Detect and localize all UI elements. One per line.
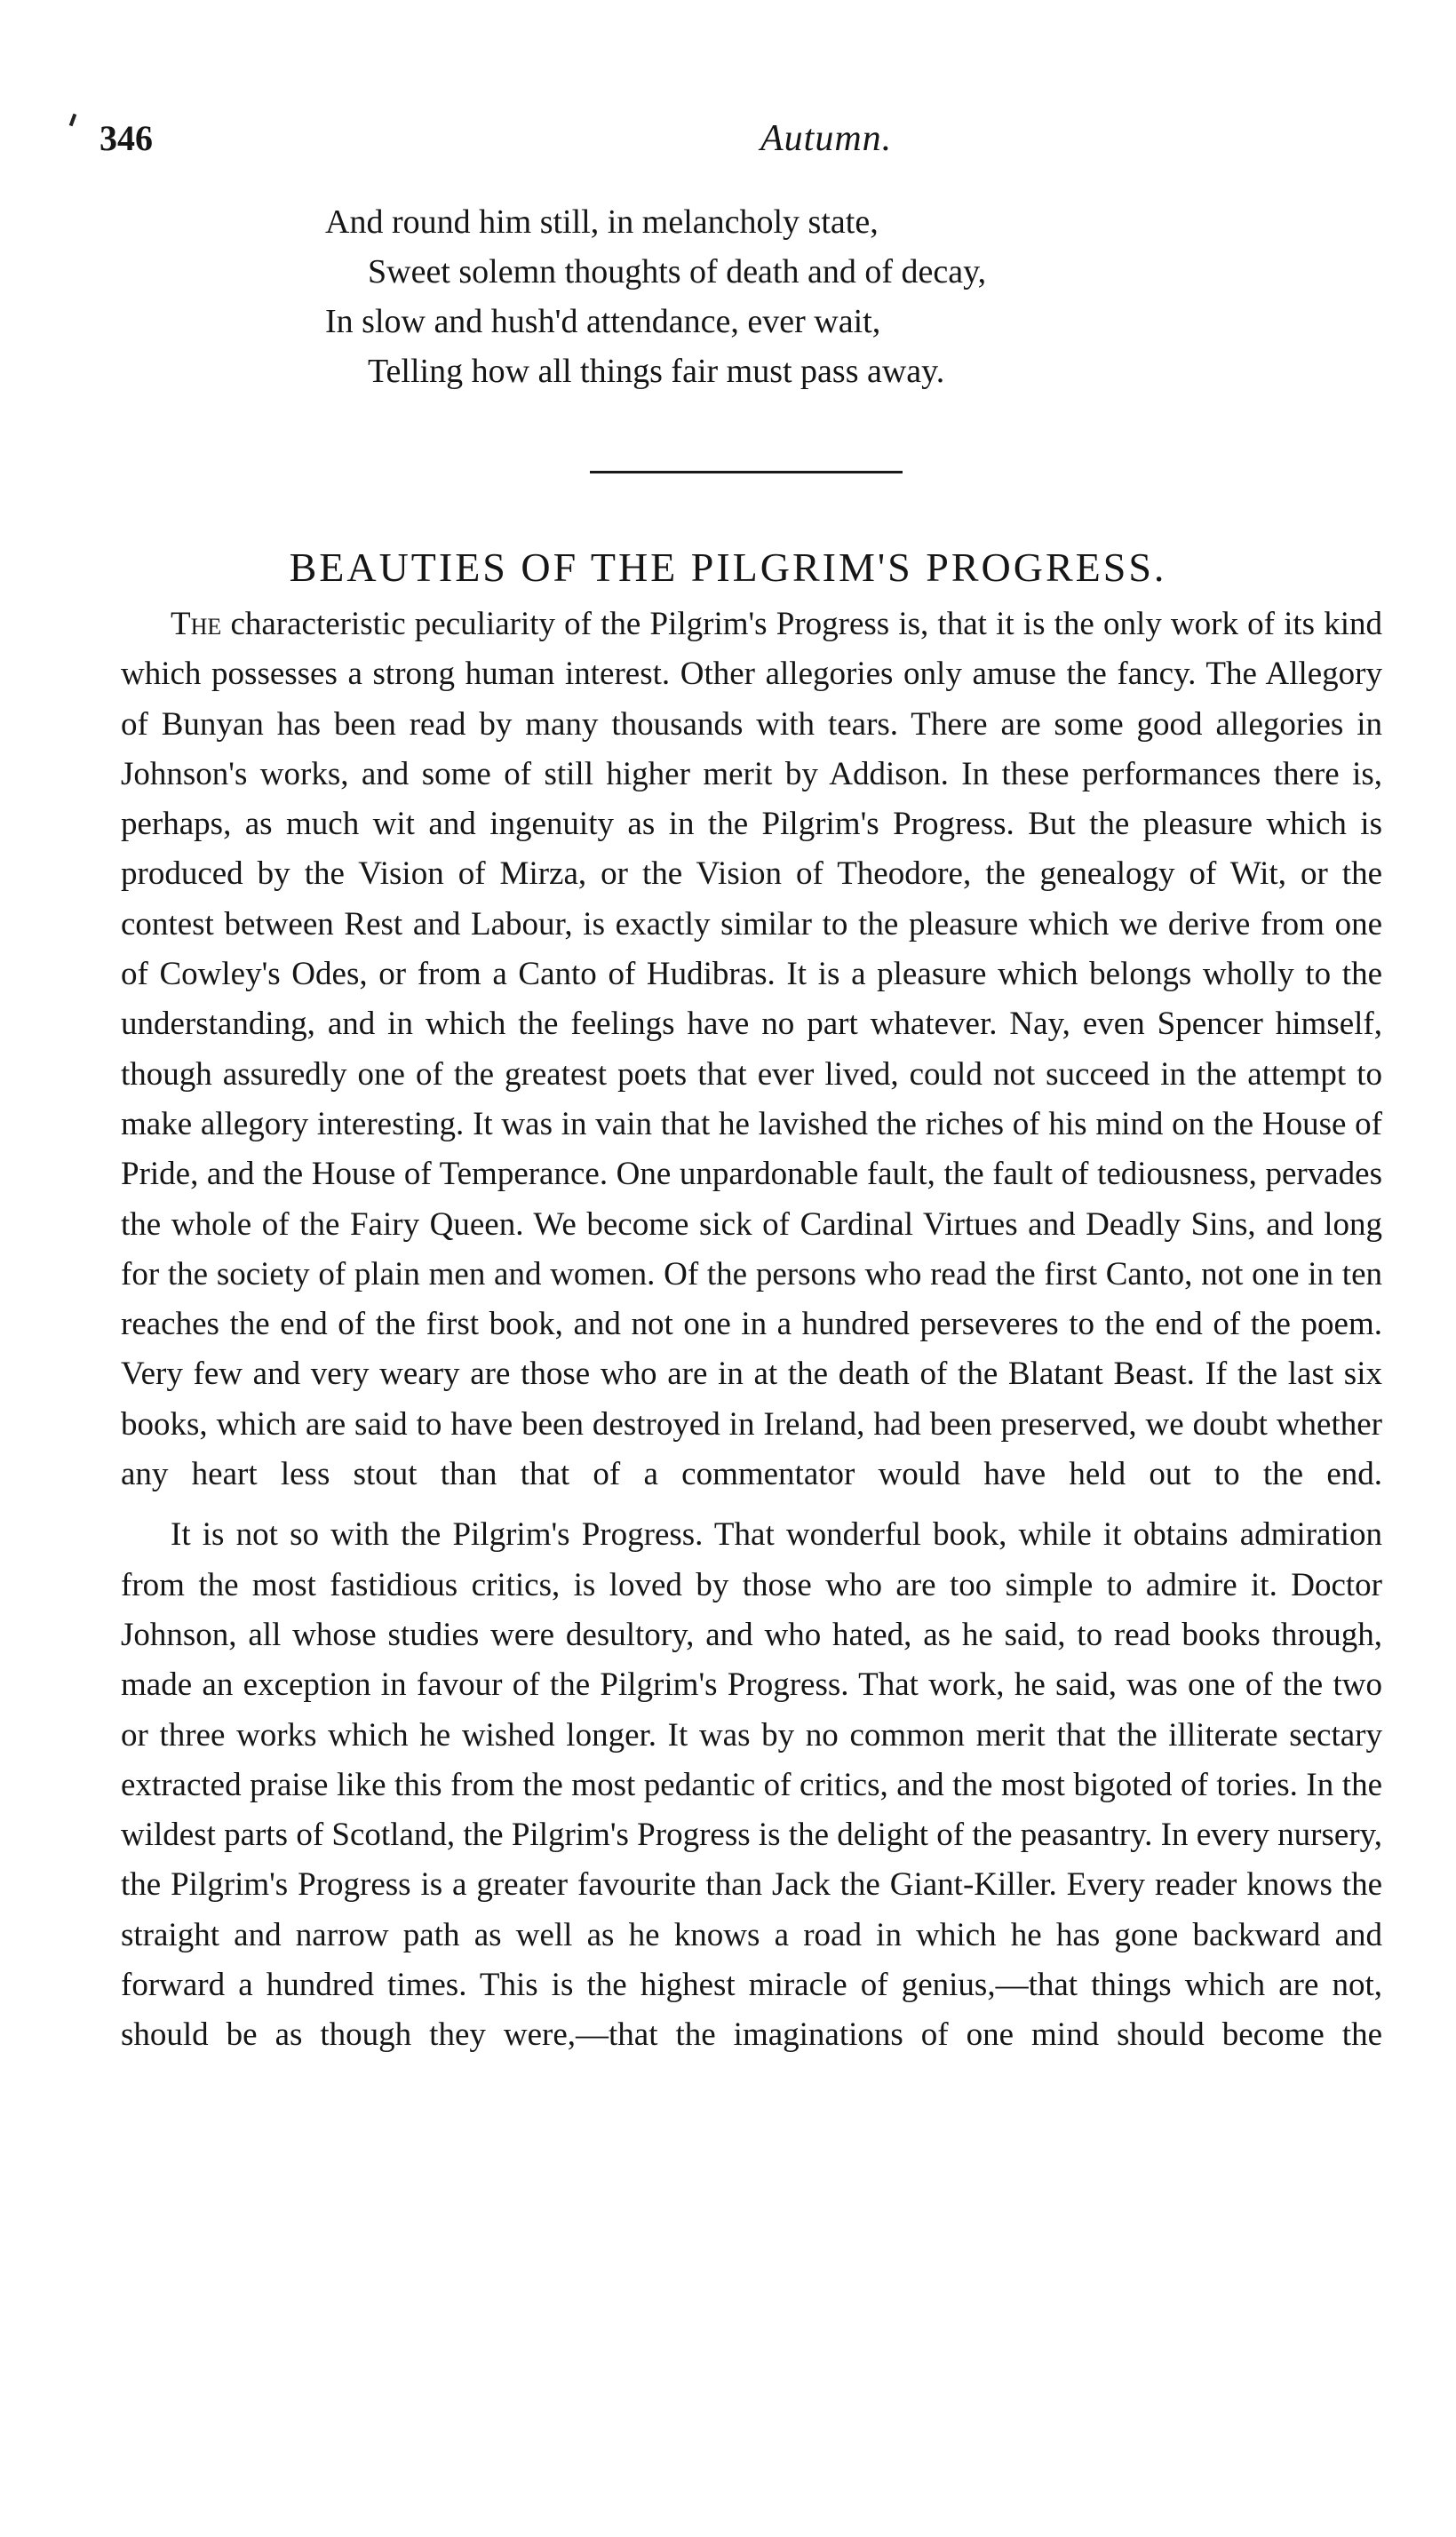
poem-stanza	[325, 197, 1213, 396]
verse-line: Telling how all things fair must pass away.	[368, 353, 945, 390]
running-title: Autumn.	[760, 118, 893, 159]
paragraph-text: characteristic peculiarity of the Pilgrim's Progress is, that it is the only work of its kind which possesses a strong human interest. Other allegories only amuse the fancy. The Allegory of Bunyan has been read by many thousands with tears. There are some good allegories in Johnson's works, and some of still higher merit by Addison. In these performances there is, perhaps, as much wit and ingenuity as in the Pilgrim's Progress. But the pleasure which is produced by the Vision of Mirza, or the Vision of Theodore, the genealogy of Wit, or the contest between Rest and Labour, is exactly similar to the pleasure which we derive from one of Cowley's Odes, or from a Canto of Hudibras. It is a pleasure which belongs wholly to the understanding, and in which the feelings have no part whatever. Nay, even Spencer himself, though assuredly one of the greatest poets that ever lived, could not succeed in the attempt to make allegory interesting. It was in vain that he lavished the riches of his mind on the House of Pride, and the House of Temperance. One unpardonable fault, the fault of tediousness, pervades the whole of the Fairy Queen. We become sick of Cardinal Virtues and Deadly Sins, and long for the society of plain men and women. Of the persons who read the first Canto, not one in ten reaches the end of the first book, and not one in a hundred perseveres to the end of the poem. Very few and very weary are those who are in at the death of the Blatant Beast. If the last six books, which are said to have been destroyed in Ireland, had been preserved, we doubt whether any heart less stout than that of a commentator would have held out to the end.	[121, 606, 1383, 1493]
verse-line: And round him still, in melancholy state,	[325, 203, 879, 241]
paragraph	[121, 600, 1382, 1499]
article-body	[121, 600, 1382, 2061]
verse-line: In slow and hush'd attendance, ever wait,	[325, 303, 881, 340]
paragraph	[121, 1510, 1382, 2060]
section-divider	[590, 471, 903, 473]
paragraph-text: It is not so with the Pilgrim's Progress. That wonderful book, while it obtains admiration from the most fastidious critics, is loved by those who are too simple to admire it. Doctor Johnson, all whose studies were desultory, and who hated, as he said, to read books through, made an exception in favour of the Pilgrim's Progress. That work, he said, was one of the two or three works which he wished longer. It was by no common merit that the illiterate sectary extracted praise like this from the most pedantic of critics, and the most bigoted of tories. In the wildest parts of Scotland, the Pilgrim's Progress is the delight of the peasantry. In every nursery, the Pilgrim's Progress is a greater favourite than Jack the Giant-Killer. Every reader knows the straight and narrow path as well as he knows a road in which he has gone backward and forward a hundred times. This is the highest miracle of genius,—that things which are not, should be as though they were,—that the imaginations of one mind should become the	[121, 1516, 1382, 2054]
running-head	[99, 117, 1388, 171]
opening-word: The	[171, 606, 222, 642]
verse-line: Sweet solemn thoughts of death and of decay,	[368, 253, 987, 290]
ink-mark	[69, 114, 77, 127]
article-title: BEAUTIES OF THE PILGRIM'S PROGRESS.	[289, 545, 1167, 590]
page-number: 346	[99, 118, 153, 158]
